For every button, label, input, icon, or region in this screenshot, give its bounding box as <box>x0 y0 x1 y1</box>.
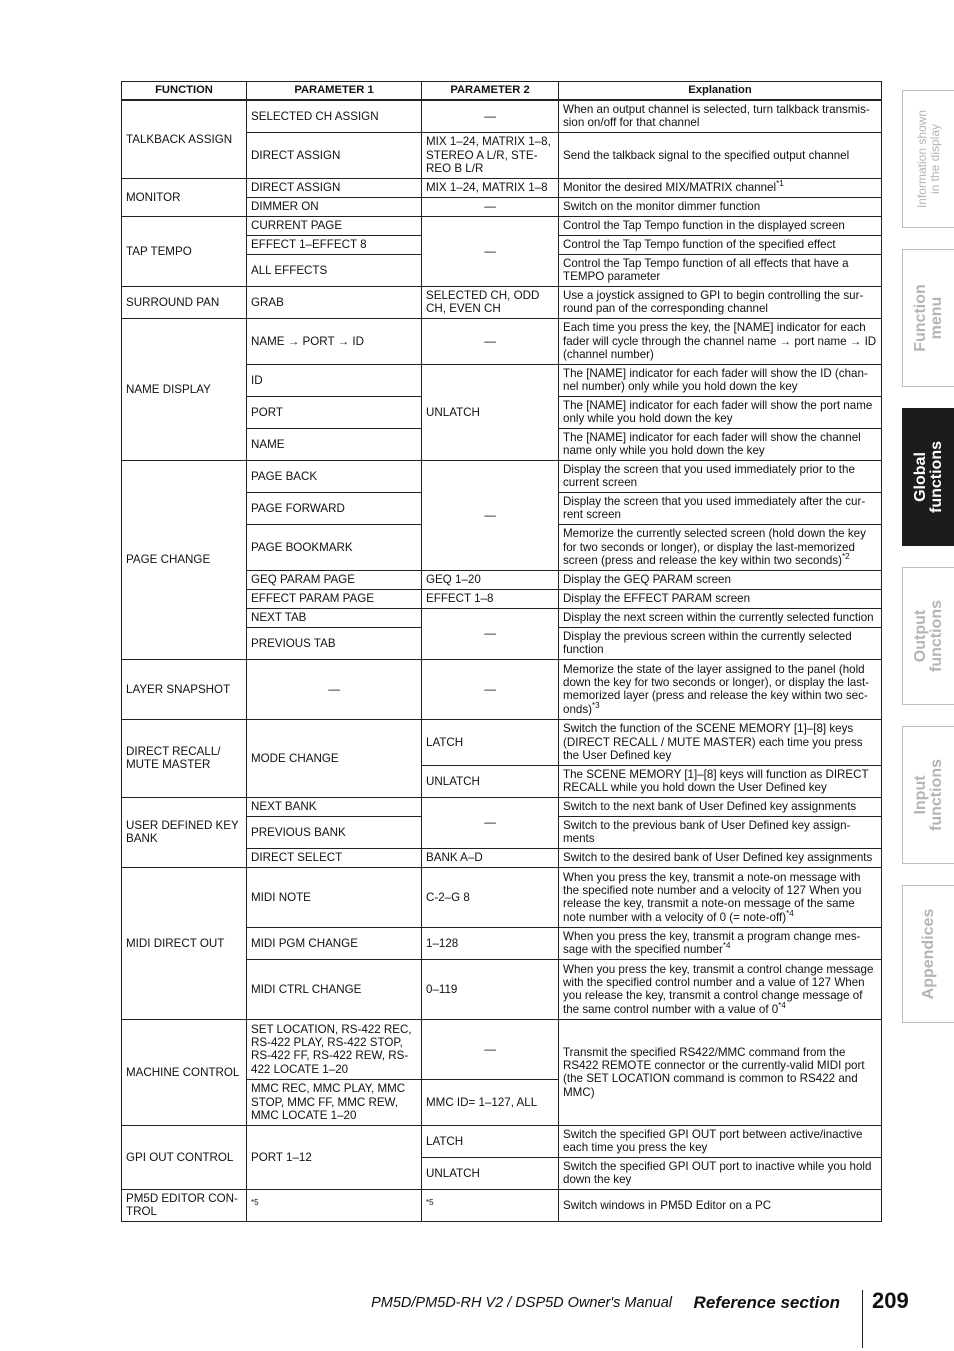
explanation-cell: Control the Tap Tempo function of all effects that have a TEMPO parameter <box>559 254 882 286</box>
parameter-2-cell: MIX 1–24, MATRIX 1–8, STEREO A L/R, STE-REO B L/R <box>422 132 559 178</box>
section-title: Reference section <box>693 1293 840 1312</box>
parameter-1-cell: MIDI PGM CHANGE <box>247 927 422 959</box>
parameter-1-cell: *5 <box>247 1189 422 1221</box>
explanation-cell: The [NAME] indicator for each fader will show the ID (chan-nel number) only while you hold down the key <box>559 364 882 396</box>
function-cell: MIDI DIRECT OUT <box>122 867 247 1019</box>
parameter-1-cell: SELECTED CH ASSIGN <box>247 100 422 132</box>
explanation-cell: Monitor the desired MIX/MATRIX channel$^{*1}$ <box>559 178 882 197</box>
parameter-1-cell: SET LOCATION, RS-422 REC, RS-422 PLAY, RS-422 STOP, RS-422 FF, RS-422 REW, RS-422 LOCATE 1–20 <box>247 1019 422 1079</box>
function-cell: DIRECT RECALL/ MUTE MASTER <box>122 719 247 797</box>
parameter-1-cell: PAGE BOOKMARK <box>247 524 422 570</box>
table-row <box>122 1019 882 1079</box>
table-row <box>122 318 882 364</box>
function-cell: NAME DISPLAY <box>122 318 247 460</box>
explanation-cell: Switch to the desired bank of User Defined key assignments <box>559 848 882 867</box>
parameter-2-cell: — <box>422 197 559 216</box>
parameter-2-cell: — <box>422 1019 559 1079</box>
table-row <box>122 178 882 197</box>
explanation-cell: Switch on the monitor dimmer function <box>559 197 882 216</box>
table-row <box>122 867 882 927</box>
explanation-cell: Switch to the previous bank of User Defined key assign-ments <box>559 816 882 848</box>
explanation-cell: Control the Tap Tempo function in the displayed screen <box>559 216 882 235</box>
table-row <box>122 460 882 492</box>
parameter-1-cell: DIRECT ASSIGN <box>247 132 422 178</box>
function-cell: PAGE CHANGE <box>122 460 247 659</box>
parameter-1-cell: MODE CHANGE <box>247 719 422 797</box>
explanation-cell: When an output channel is selected, turn talkback transmis-sion on/off for that channel <box>559 100 882 132</box>
explanation-cell: Memorize the currently selected screen (hold down the key for two seconds or longer), or display the last-memorized screen (press and release the key within two seconds)$^{*2}$ <box>559 524 882 570</box>
parameter-2-cell: BANK A–D <box>422 848 559 867</box>
table-row <box>122 100 882 132</box>
explanation-cell: Switch the specified GPI OUT port between active/inactive each time you press the key <box>559 1125 882 1157</box>
section-tabs <box>902 0 954 1351</box>
header-function: FUNCTION <box>122 82 247 101</box>
tab-function-menu[interactable] <box>902 249 954 387</box>
page-number: 209 <box>872 1288 909 1313</box>
table-row <box>122 659 882 719</box>
explanation-cell: When you press the key, transmit a control change message with the specified control number and a value of 127 When you release the key, transmit a control change message of the same control number with a value of 0$^{*4}$ <box>559 959 882 1019</box>
parameter-2-cell: 1–128 <box>422 927 559 959</box>
parameter-2-cell: — <box>422 608 559 659</box>
function-cell: MACHINE CONTROL <box>122 1019 247 1125</box>
parameter-1-cell: PREVIOUS BANK <box>247 816 422 848</box>
parameter-2-cell: C-2–G 8 <box>422 867 559 927</box>
page-footer <box>0 1290 954 1350</box>
parameter-2-cell: EFFECT 1–8 <box>422 589 559 608</box>
tab-global-functions[interactable] <box>902 408 954 546</box>
parameter-2-cell: — <box>422 318 559 364</box>
parameter-1-cell: ALL EFFECTS <box>247 254 422 286</box>
parameter-2-cell: MIX 1–24, MATRIX 1–8 <box>422 178 559 197</box>
parameter-1-cell: PREVIOUS TAB <box>247 627 422 659</box>
explanation-cell: Switch windows in PM5D Editor on a PC <box>559 1189 882 1221</box>
explanation-cell: Each time you press the key, the [NAME] indicator for each fader will cycle through the channel name → port name → ID (channel number) <box>559 318 882 364</box>
explanation-cell: Display the next screen within the currently selected function <box>559 608 882 627</box>
parameter-1-cell: EFFECT PARAM PAGE <box>247 589 422 608</box>
function-cell: GPI OUT CONTROL <box>122 1125 247 1189</box>
parameter-1-cell: PAGE FORWARD <box>247 492 422 524</box>
parameter-2-cell: — <box>422 460 559 570</box>
parameter-2-cell: — <box>422 797 559 848</box>
explanation-cell: The [NAME] indicator for each fader will show the port name only while you hold down the key <box>559 396 882 428</box>
parameter-2-cell: UNLATCH <box>422 364 559 460</box>
parameter-2-cell: GEQ 1–20 <box>422 570 559 589</box>
footnote-marker: *1 <box>776 179 784 189</box>
header-parameter-2: PARAMETER 2 <box>422 82 559 101</box>
parameter-2-cell: — <box>422 659 559 719</box>
parameter-2-cell: LATCH <box>422 719 559 765</box>
parameter-1-cell: ID <box>247 364 422 396</box>
manual-title: PM5D/PM5D-RH V2 / DSP5D Owner's Manual <box>371 1295 672 1311</box>
parameter-1-cell: CURRENT PAGE <box>247 216 422 235</box>
tab-label: Function menu <box>911 284 945 352</box>
parameter-1-cell: — <box>247 659 422 719</box>
table-header-row <box>122 82 882 101</box>
table-row <box>122 719 882 765</box>
function-cell: PM5D EDITOR CON-TROL <box>122 1189 247 1221</box>
explanation-cell: Switch the function of the SCENE MEMORY [1]–[8] keys (DIRECT RECALL / MUTE MASTER) each time you press the User Defined key <box>559 719 882 765</box>
parameter-1-cell: DIRECT SELECT <box>247 848 422 867</box>
tab-label: Global functions <box>911 441 945 513</box>
footnote-marker: *4 <box>722 941 731 951</box>
parameter-2-cell: SELECTED CH, ODD CH, EVEN CH <box>422 286 559 318</box>
tab-label: Input functions <box>911 759 945 831</box>
header-parameter-1: PARAMETER 1 <box>247 82 422 101</box>
parameter-1-cell: MMC REC, MMC PLAY, MMC STOP, MMC FF, MMC REW, MMC LOCATE 1–20 <box>247 1079 422 1125</box>
footer-divider <box>862 1290 863 1348</box>
footnote-marker: *2 <box>842 552 850 562</box>
parameter-2-cell: MMC ID= 1–127, ALL <box>422 1079 559 1125</box>
explanation-cell: When you press the key, transmit a note-on message with the specified note number and a velocity of 127 When you release the key, transmit a note-on message of the same note number with a velocity of 0 (= note-off)$^{*4}$ <box>559 867 882 927</box>
tab-appendices[interactable] <box>902 885 954 1023</box>
explanation-cell: Control the Tap Tempo function of the specified effect <box>559 235 882 254</box>
parameter-1-cell: DIRECT ASSIGN <box>247 178 422 197</box>
parameter-1-cell: DIMMER ON <box>247 197 422 216</box>
parameter-1-cell: NAME <box>247 428 422 460</box>
table-row <box>122 1189 882 1221</box>
parameter-1-cell: PORT 1–12 <box>247 1125 422 1189</box>
parameter-2-cell: UNLATCH <box>422 1157 559 1189</box>
reference-table <box>121 81 882 1222</box>
parameter-1-cell: GRAB <box>247 286 422 318</box>
tab-label: Information shown in the display <box>914 109 942 209</box>
parameter-1-cell: NEXT TAB <box>247 608 422 627</box>
explanation-cell: Display the previous screen within the currently selected function <box>559 627 882 659</box>
function-cell: MONITOR <box>122 178 247 216</box>
tab-label: Output functions <box>911 600 945 672</box>
function-cell: LAYER SNAPSHOT <box>122 659 247 719</box>
function-cell: TALKBACK ASSIGN <box>122 100 247 178</box>
tab-information-shown-in-the-display[interactable] <box>902 90 954 228</box>
parameter-1-cell: PORT <box>247 396 422 428</box>
explanation-cell: Display the EFFECT PARAM screen <box>559 589 882 608</box>
footnote-marker: *4 <box>786 908 794 918</box>
explanation-cell: The [NAME] indicator for each fader will show the channel name only while you hold down the key <box>559 428 882 460</box>
explanation-cell: Use a joystick assigned to GPI to begin controlling the sur-round pan of the corresponding channel <box>559 286 882 318</box>
header-explanation: Explanation <box>559 82 882 101</box>
explanation-cell: The SCENE MEMORY [1]–[8] keys will function as DIRECT RECALL while you hold down the User Defined key <box>559 765 882 797</box>
explanation-cell: Memorize the state of the layer assigned to the panel (hold down the key for two seconds or longer), or display the last-memorized layer (press and release the key within two sec-onds)$^{*3}$ <box>559 659 882 719</box>
explanation-cell: Display the screen that you used immediately prior to the current screen <box>559 460 882 492</box>
explanation-cell: Display the screen that you used immediately after the cur-rent screen <box>559 492 882 524</box>
function-cell: TAP TEMPO <box>122 216 247 286</box>
explanation-cell: Switch the specified GPI OUT port to inactive while you hold down the key <box>559 1157 882 1189</box>
table-row <box>122 286 882 318</box>
table-row <box>122 216 882 235</box>
parameter-1-cell: EFFECT 1–EFFECT 8 <box>247 235 422 254</box>
parameter-1-cell: MIDI NOTE <box>247 867 422 927</box>
parameter-2-cell: 0–119 <box>422 959 559 1019</box>
parameter-2-cell: LATCH <box>422 1125 559 1157</box>
parameter-1-cell: PAGE BACK <box>247 460 422 492</box>
explanation-cell: Display the GEQ PARAM screen <box>559 570 882 589</box>
footnote-marker: *4 <box>778 1000 786 1010</box>
explanation-cell: When you press the key, transmit a program change mes-sage with the specified number$^{*4}$ <box>559 927 882 959</box>
table-row <box>122 797 882 816</box>
parameter-2-cell: *5 <box>422 1189 559 1221</box>
parameter-1-cell: NEXT BANK <box>247 797 422 816</box>
parameter-1-cell: NAME → PORT → ID <box>247 318 422 364</box>
parameter-1-cell: MIDI CTRL CHANGE <box>247 959 422 1019</box>
tab-input-functions[interactable] <box>902 726 954 864</box>
function-cell: USER DEFINED KEY BANK <box>122 797 247 867</box>
parameter-1-cell: GEQ PARAM PAGE <box>247 570 422 589</box>
function-cell: SURROUND PAN <box>122 286 247 318</box>
tab-output-functions[interactable] <box>902 567 954 705</box>
explanation-cell: Switch to the next bank of User Defined key assignments <box>559 797 882 816</box>
explanation-cell: Send the talkback signal to the specified output channel <box>559 132 882 178</box>
parameter-2-cell: — <box>422 100 559 132</box>
tab-label: Appendices <box>919 908 937 1000</box>
table-row <box>122 1125 882 1157</box>
explanation-cell: Transmit the specified RS422/MMC command from the RS422 REMOTE connector or the currently-valid MIDI port (the SET LOCATION command is common to RS422 and MMC) <box>559 1019 882 1125</box>
parameter-2-cell: UNLATCH <box>422 765 559 797</box>
footnote-marker: *3 <box>592 700 600 710</box>
parameter-2-cell: — <box>422 216 559 286</box>
